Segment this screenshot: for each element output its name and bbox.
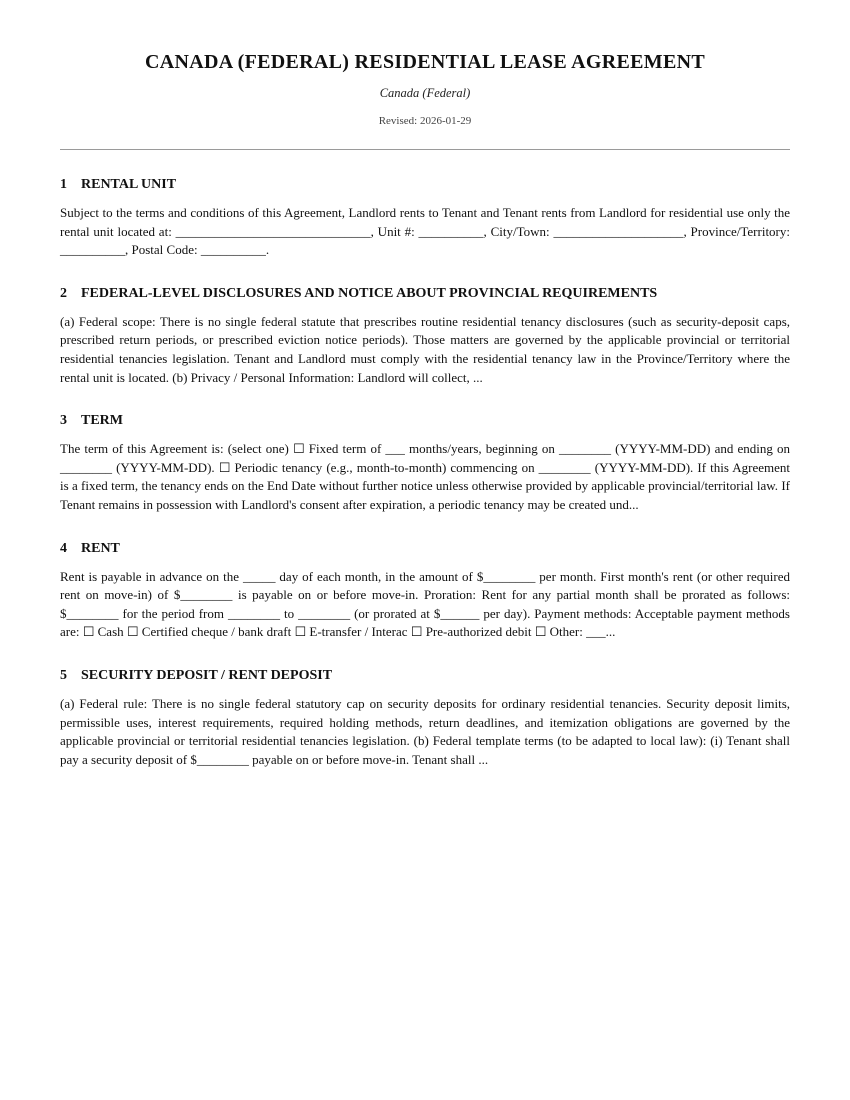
section-number: 4 (60, 540, 67, 556)
section-term (60, 412, 790, 514)
section-federal-disclosures (60, 285, 790, 387)
section-heading (60, 667, 790, 685)
document-title: CANADA (FEDERAL) RESIDENTIAL LEASE AGREEMENT (145, 51, 705, 73)
section-heading (60, 176, 790, 194)
section-body: (a) Federal scope: There is no single federal statute that prescribes routine residential tenancy disclosures (such as security-deposit caps, prescribed return periods, or prescribed eviction notice periods). Those matters are governed by the applicable provincial or territorial residential tenancies legislation. Tenant and Landlord must comply with the residential tenancy law in the Province/Territory where the rental unit is located. (b) Privacy / Personal Information: Landlord will collect, ... (60, 313, 790, 385)
section-title: RENTAL UNIT (81, 177, 177, 192)
section-number: 3 (60, 413, 67, 429)
section-heading (60, 412, 790, 430)
section-number: 5 (60, 667, 67, 683)
header-divider (60, 149, 790, 150)
section-title: SECURITY DEPOSIT / RENT DEPOSIT (81, 667, 333, 683)
section-body: Subject to the terms and conditions of this Agreement, Landlord rents to Tenant and Tenant rents from Landlord for residential use only the rental unit located at: ______________________________, Unit #: __________, City/Town: ____________________, Province/Territory: __________, Postal Code: __________. (60, 205, 790, 258)
section-heading (60, 540, 790, 558)
section-body: The term of this Agreement is: (select one) ☐ Fixed term of ___ months/years, beginning on ________ (YYYY-MM-DD) and ending on ________ (YYYY-MM-DD). ☐ Periodic tenancy (e.g., month-to-month) commencing on ________ (YYYY-MM-DD). If this Agreement is a fixed term, the tenancy ends on the End Date without further notice unless otherwise provided by applicable provincial/territorial law. If Tenant remains in possession with Landlord's consent after expiration, a periodic tenancy may be created und... (60, 441, 790, 512)
section-title: TERM (81, 413, 123, 429)
section-rent (60, 540, 790, 642)
document-subtitle: Canada (Federal) (379, 86, 471, 100)
section-title: FEDERAL-LEVEL DISCLOSURES AND NOTICE ABOUT PROVINCIAL REQUIREMENTS (81, 285, 658, 301)
section-rental-unit (60, 176, 790, 260)
section-number: 1 (60, 177, 67, 192)
section-security-deposit (60, 667, 790, 769)
section-body: Rent is payable in advance on the _____ day of each month, in the amount of $________ per month. First month's rent (or other required rent on move-in) of $________ is payable on or before move-in. Proration: Rent for any partial month shall be prorated as follows: $________ for the period from ________ to ________ (or prorated at $______ per day). Payment methods: Acceptable payment methods are: ☐ Cash ☐ Certified cheque / bank draft ☐ E-transfer / Interac ☐ Pre-authorized debit ☐ Other: ___... (60, 568, 790, 640)
section-heading (60, 285, 790, 303)
section-number: 2 (60, 285, 67, 301)
section-body: (a) Federal rule: There is no single federal statutory cap on security deposits for ordinary residential tenancies. Security deposit limits, permissible uses, interest requirements, required holding methods, return deadlines, and itemization obligations are governed by the applicable provincial or territorial residential tenancies legislation. (b) Federal template terms (to be adapted to local law): (i) Tenant shall pay a security deposit of $________ payable on or before move-in. Tenant shall ... (60, 695, 790, 767)
revision-date: Revised: 2026-01-29 (378, 115, 472, 127)
section-title: RENT (81, 540, 120, 556)
